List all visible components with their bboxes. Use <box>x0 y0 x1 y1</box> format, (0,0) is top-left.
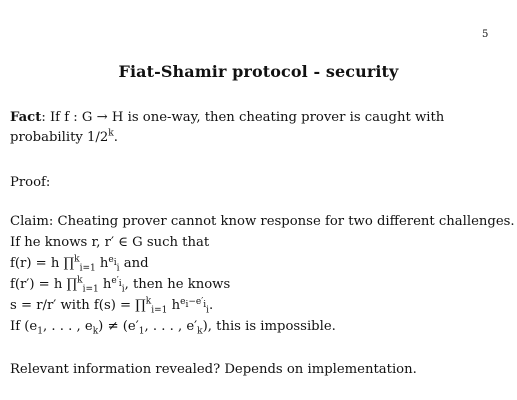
equation-part: , . . . , e′ <box>144 319 198 334</box>
equation-sup: k <box>77 275 83 286</box>
equation-sub: i <box>121 284 125 295</box>
equation-sub: i <box>185 299 189 310</box>
fact-end: . <box>113 130 118 145</box>
equation-sup <box>108 254 117 268</box>
claim-statement: Claim: Cheating prover cannot know response for two different challenges. <box>10 214 515 229</box>
slide-title: Fiat-Shamir protocol - security <box>118 62 399 81</box>
fact-exponent: k <box>108 128 114 139</box>
equation-part: ), this is impossible. <box>202 319 336 334</box>
equation-part: If (e <box>10 319 38 334</box>
equation-part: h <box>99 256 109 271</box>
equation-part: and <box>119 256 149 271</box>
equation-part: , . . . , e <box>42 319 93 334</box>
equation-sub: i <box>116 263 120 274</box>
proof-label: Proof: <box>10 175 51 190</box>
equation-sub: 1 <box>37 326 43 337</box>
equation-part: ) ≠ (e′ <box>98 319 139 334</box>
claim-line-3 <box>10 275 515 296</box>
claim-block <box>10 212 515 338</box>
equation-sub: i=1 <box>79 263 96 274</box>
equation-sup <box>111 275 122 289</box>
equation-sub: i=1 <box>151 305 168 316</box>
equation-sup-text: e <box>108 254 114 265</box>
equation-sup-text: e′ <box>111 275 119 286</box>
equation-sup-text: e <box>180 296 186 307</box>
equation-sub: i <box>203 299 207 310</box>
equation-part: , then he knows <box>124 277 231 292</box>
equation-part: h <box>102 277 112 292</box>
equation-part: h <box>171 298 181 313</box>
equation-sup: k <box>145 296 152 307</box>
equation-sub: i <box>118 278 122 289</box>
relevant-info-line: Relevant information revealed? Depends on implementation. <box>10 362 417 377</box>
claim-line-5 <box>10 317 515 338</box>
equation-sub: k <box>92 326 99 337</box>
equation-part: f(r′) = h ∏ <box>10 277 78 292</box>
equation-part: . <box>209 298 214 313</box>
claim-line-4 <box>10 296 515 317</box>
equation-sub: i <box>113 257 117 268</box>
equation-sup-text: −e′ <box>188 296 204 307</box>
claim-line-2 <box>10 254 515 275</box>
equation-sup: k <box>74 254 80 265</box>
equation-part: s = r/r′ with f(s) = ∏ <box>10 298 146 313</box>
equation-sub: i <box>206 305 210 316</box>
equation-sup <box>180 296 207 310</box>
equation-part: f(r) = h ∏ <box>10 256 75 271</box>
fact-paragraph <box>10 108 500 148</box>
claim-line-1: If he knows r, r′ ∈ G such that <box>10 235 210 250</box>
fact-text: : If f : G → H is one-way, then cheating prover is caught with probability 1/2 <box>10 110 445 145</box>
page-number: 5 <box>482 29 489 40</box>
equation-sub: 1 <box>138 326 145 337</box>
equation-sub: i=1 <box>82 284 99 295</box>
equation-sub: k <box>197 326 203 337</box>
fact-label: Fact <box>10 110 42 125</box>
